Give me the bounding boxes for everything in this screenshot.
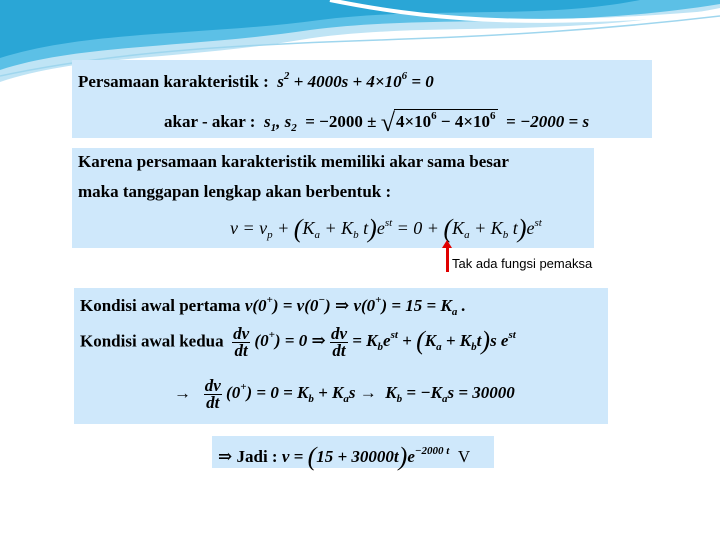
complete-response-equation: $v = v_p + (K_a + K_b$ $t)e^{st} = 0 + (K_a + K_b$ $t)e^{st}$	[230, 214, 542, 243]
characteristic-equation-line	[78, 70, 434, 92]
derivative-fraction: $\frac{dv}{dt}$	[233, 324, 250, 360]
derivative-fraction-3: $\frac{dv}{dt}$	[204, 376, 221, 412]
derivative-fraction-2: $\frac{dv}{dt}$	[330, 324, 347, 360]
third-condition-line: → $\frac{dv}{dt}$ $(0^+) = 0 = K_b + K_as \to K_b = -K_as = 30000$	[174, 376, 515, 412]
characteristic-equation: $s^2 + 4000s + 4\times 10^6 = 0$	[277, 70, 434, 91]
roots-line	[164, 108, 589, 138]
characteristic-label: Persamaan karakteristik :	[78, 72, 269, 91]
response-text-line2: maka tanggapan lengkap akan berbentuk :	[78, 182, 392, 201]
roots-label: akar - akar :	[164, 112, 256, 131]
arrow-right-icon: →	[174, 383, 191, 403]
initial-conditions-box	[74, 288, 608, 424]
first-condition-label: Kondisi awal pertama	[80, 296, 241, 315]
forcing-function-note: Tak ada fungsi pemaksa	[452, 256, 593, 271]
sqrt-icon: √	[380, 108, 395, 137]
second-condition-label: Kondisi awal kedua	[80, 331, 224, 351]
implies-icon: ⇒	[218, 447, 233, 466]
complete-response-box	[72, 148, 594, 248]
roots-result: = −2000 = s	[506, 112, 590, 131]
first-condition-equation: v(0+) = v(0−) ⇒ $v(0^+) = 15 = K_a$ .	[244, 294, 466, 318]
characteristic-equation-box	[72, 60, 652, 138]
first-condition-line	[80, 294, 466, 318]
red-arrow-icon	[444, 240, 450, 272]
final-result-box	[212, 436, 494, 471]
second-condition-line: Kondisi awal kedua $\frac{dv}{dt}$ (0+) = 0 ⇒ $\frac{dv}{dt}$ = $K_be^{st} + (K_a + K_bt)s$ $e^{st}$	[80, 324, 516, 360]
response-text-line1: Karena persamaan karakteristik memiliki akar sama besar	[78, 152, 509, 171]
roots-symbols: $s_1$, $s_2$	[263, 112, 297, 134]
roots-prefix: = −2000 ±	[305, 112, 377, 131]
final-result-equation: ⇒ Jadi : $v = (15 + 30000t)e^{-2000 t}$ V	[218, 442, 471, 471]
radicand: $4\times 10^6 - 4\times 10^6$	[395, 110, 496, 131]
